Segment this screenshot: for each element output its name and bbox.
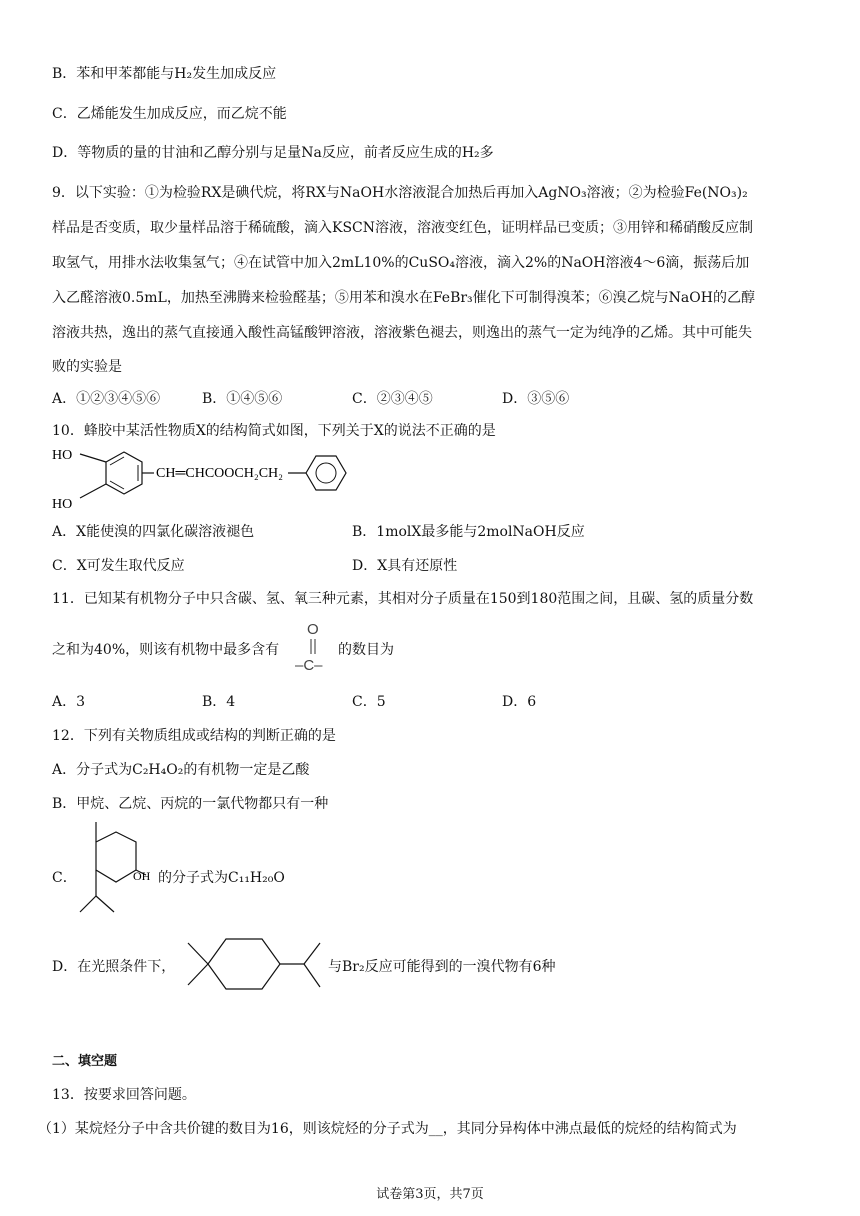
page-footer: 试卷第3页，共7页 [376, 1187, 484, 1202]
q11-option-b: B．4 [202, 694, 236, 710]
q9-line-1: 9．以下实验：①为检验RX是碘代烷，将RX与NaOH水溶液混合加热后再加入AgNO₃溶液；②为检验Fe(NO₃)₂ [52, 185, 748, 201]
dimethyl-isopropyl-cyclohexane-diagram [184, 935, 328, 993]
q9-option-d: D．③⑤⑥ [502, 391, 570, 407]
q12-option-c-suffix: 的分子式为C₁₁H₂₀O [158, 870, 285, 886]
q10-ho-top: HO [52, 448, 73, 463]
q9-line-2: 样品是否变质，取少量样品溶于稀硫酸，滴入KSCN溶液，溶液变红色，证明样品已变质；③用锌和稀硝酸反应制 [52, 220, 754, 236]
q13-stem: 13．按要求回答问题。 [52, 1087, 196, 1103]
q9-option-b: B．①④⑤⑥ [202, 391, 283, 407]
menthol-structure-diagram [70, 820, 158, 924]
carbonyl-oxygen: O [307, 621, 319, 638]
q11-option-d: D．6 [502, 694, 537, 710]
q10-ho-bottom: HO [52, 497, 73, 512]
q12-stem: 12．下列有关物质组成或结构的判断正确的是 [52, 728, 336, 744]
q9-line-3: 取氢气，用排水法收集氢气；④在试管中加入2mL10%的CuSO₄溶液，滴入2%的NaOH溶液4～6滴，振荡后加 [52, 255, 750, 271]
q8-option-d: D．等物质的量的甘油和乙醇分别与足量Na反应，前者反应生成的H₂多 [52, 145, 494, 161]
q12-option-c-prefix: C． [52, 870, 77, 886]
q10-option-a: A．X能使溴的四氯化碳溶液褪色 [52, 524, 255, 540]
q10-option-d: D．X具有还原性 [352, 558, 458, 574]
carbonyl-group-icon [292, 618, 334, 674]
q10-option-b: B．1molX最多能与2molNaOH反应 [352, 524, 585, 540]
q12-c-oh-label: OH [133, 869, 151, 883]
q11-line2-before: 之和为40%，则该有机物中最多含有 [52, 642, 280, 658]
q10-structure-diagram [50, 442, 350, 518]
q9-line-6: 败的实验是 [52, 359, 122, 375]
q12-option-b: B．甲烷、乙烷、丙烷的一氯代物都只有一种 [52, 796, 329, 812]
q9-line-5: 溶液共热，逸出的蒸气直接通入酸性高锰酸钾溶液，溶液紫色褪去，则逸出的蒸气一定为纯净的乙烯。其中可能失 [52, 325, 752, 341]
q11-option-a: A．3 [52, 694, 86, 710]
q12-option-d-suffix: 与Br₂反应可能得到的一溴代物有6种 [328, 959, 556, 975]
q9-line-4: 入乙醛溶液0.5mL，加热至沸腾来检验醛基；⑤用苯和溴水在FeBr₃催化下可制得溴苯；⑥溴乙烷与NaOH的乙醇 [52, 290, 755, 306]
q12-option-d-prefix: D．在光照条件下， [52, 959, 176, 975]
q12-option-a: A．分子式为C₂H₄O₂的有机物一定是乙酸 [52, 762, 310, 778]
q10-stem: 10．蜂胶中某活性物质X的结构简式如图，下列关于X的说法不正确的是 [52, 423, 496, 439]
q9-option-a: A．①②③④⑤⑥ [52, 391, 161, 407]
q8-option-b: B．苯和甲苯都能与H₂发生加成反应 [52, 66, 277, 82]
q10-option-c: C．X可发生取代反应 [52, 558, 185, 574]
q11-line-2 [52, 640, 279, 660]
section-title: 二、填空题 [52, 1054, 118, 1069]
q11-stem: 11．已知某有机物分子中只含碳、氢、氧三种元素，其相对分子质量在150到180范围之间，且碳、氢的质量分数 [52, 591, 754, 607]
q11-option-c: C．5 [352, 694, 386, 710]
q10-chain-text: CH═CHCOOCH₂CH₂ [156, 466, 284, 481]
carbonyl-carbon: –C– [295, 657, 323, 674]
q9-option-c: C．②③④⑤ [352, 391, 433, 407]
q8-option-c: C．乙烯能发生加成反应，而乙烷不能 [52, 106, 287, 122]
q11-line2-after: 的数目为 [338, 642, 394, 658]
q13-part-1: （1）某烷烃分子中含共价键的数目为16，则该烷烃的分子式为__，其同分异构体中沸点最低的烷烃的结构简式为 [38, 1121, 737, 1137]
